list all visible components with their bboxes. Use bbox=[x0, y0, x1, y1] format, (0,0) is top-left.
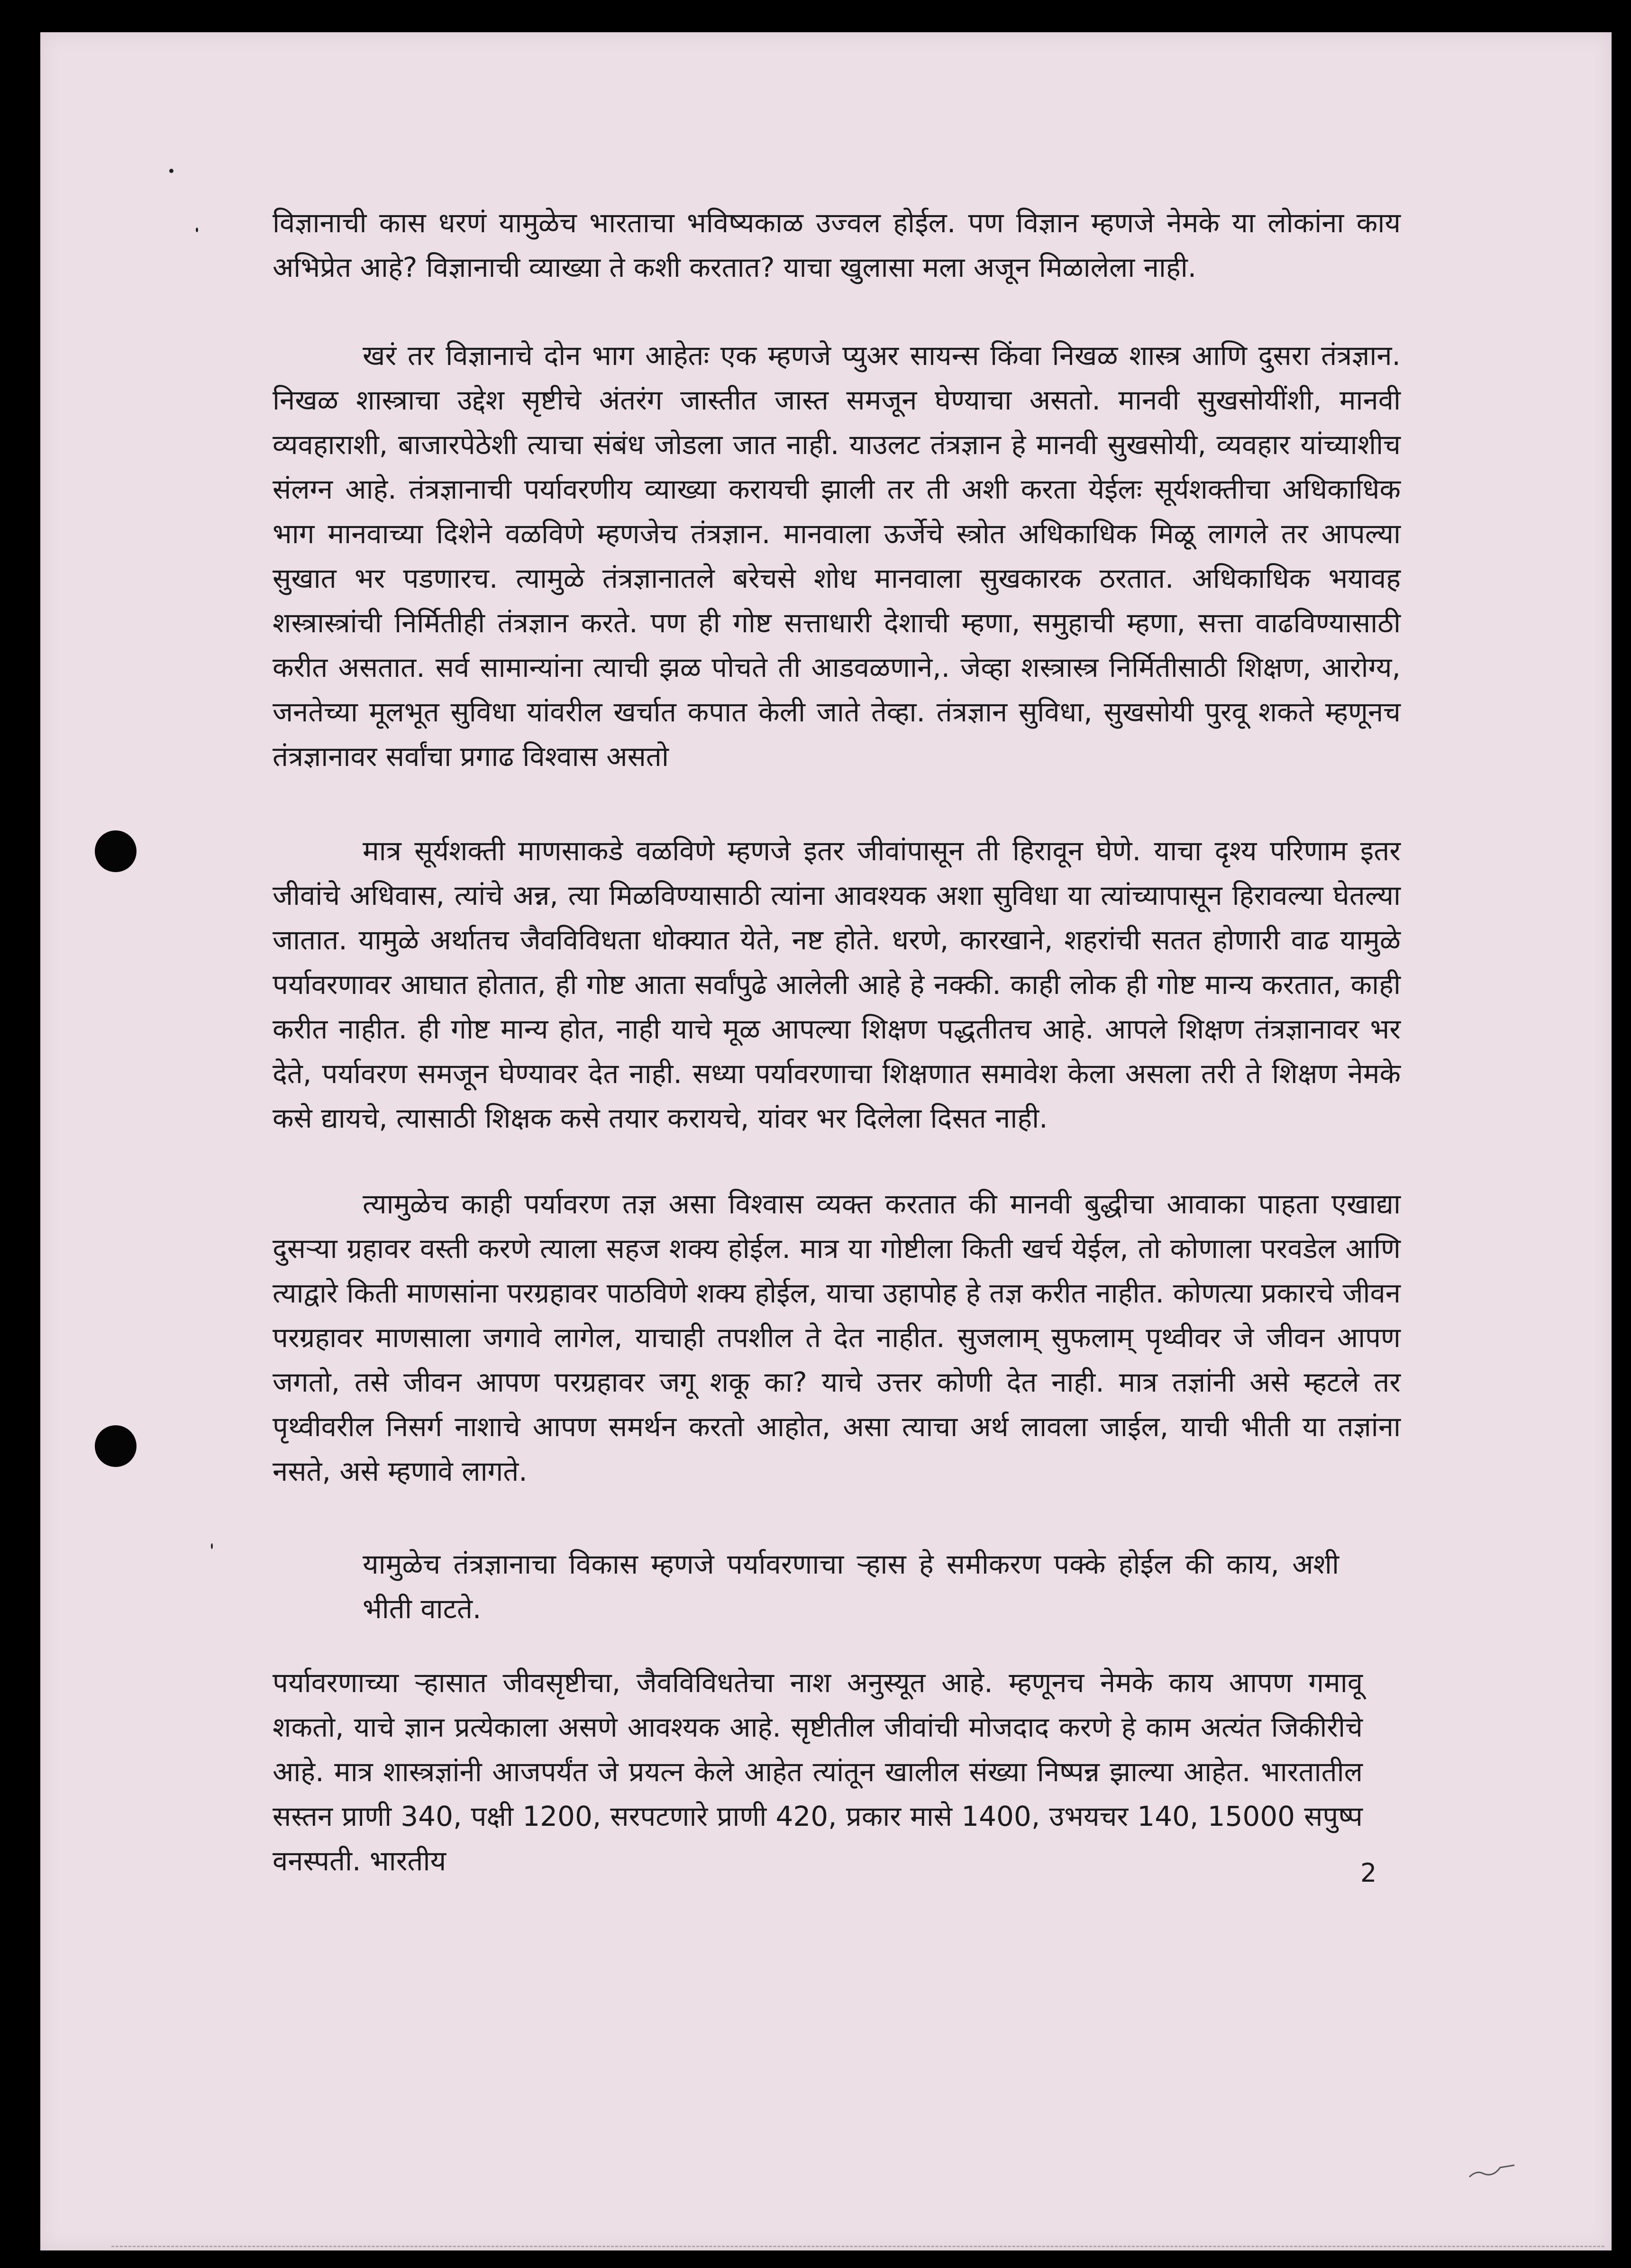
paragraph-equation-fear: यामुळेच तंत्रज्ञानाचा विकास म्हणजे पर्यावरणाचा ऱ्हास हे समीकरण पक्के होईल की काय, अशी भीती वाटते. bbox=[363, 1548, 1339, 1625]
pen-mark-icon bbox=[1467, 2156, 1519, 2184]
ink-speck bbox=[196, 228, 198, 232]
page-edge-line bbox=[111, 2246, 1604, 2247]
punch-hole bbox=[95, 1425, 137, 1467]
paragraph-other-planets: त्यामुळेच काही पर्यावरण तज्ञ असा विश्वास व्यक्त करतात की मानवी बुद्धीचा आवाका पाहता एखाद्या दुसऱ्या ग्रहावर वस्ती करणे त्याला सहज शक्य होईल. मात्र या गोष्टीला किती खर्च येईल, तो कोणाला परवडेल आणि त्याद्वारे किती माणसांना परग्रहावर पाठविणे शक्य होईल, याचा उहापोह हे तज्ञ करीत नाहीत. कोणत्या प्रकारचे जीवन परग्रहावर माणसाला जगावे लागेल, याचाही तपशील ते देत नाहीत. सुजलाम् सुफलाम् पृथ्वीवर जे जीवन आपण जगतो, तसे जीवन आपण परग्रहावर जगू शकू का? याचे उत्तर कोणी देत नाही. मात्र तज्ञांनी असे म्हटले तर पृथ्वीवरील निसर्ग नाशाचे आपण समर्थन करतो आहोत, असा त्याचा अर्थ लावला जाईल, याची भीती या तज्ञांना नसते, असे म्हणावे लागते. bbox=[273, 1188, 1401, 1487]
page-number: 2 bbox=[1360, 1858, 1377, 1888]
paragraph-science-technology: खरं तर विज्ञानाचे दोन भाग आहेतः एक म्हणजे प्युअर सायन्स किंवा निखळ शास्त्र आणि दुसरा तंत्रज्ञान. निखळ शास्त्राचा उद्देश सृष्टीचे अंतरंग जास्तीत जास्त समजून घेण्याचा असतो. मानवी सुखसोयींशी, मानवी व्यवहाराशी, बाजारपेठेशी त्याचा संबंध जोडला जात नाही. याउलट तंत्रज्ञान हे मानवी सुखसोयी, व्यवहार यांच्याशीच संलग्न आहे. तंत्रज्ञानाची पर्यावरणीय व्याख्या करायची झाली तर ती अशी करता येईलः सूर्यशक्तीचा अधिकाधिक भाग मानवाच्या दिशेने वळविणे म्हणजेच तंत्रज्ञान. मानवाला ऊर्जेचे स्त्रोत अधिकाधिक मिळू लागले तर आपल्या सुखात भर पडणारच. त्यामुळे तंत्रज्ञानातले बरेचसे शोध मानवाला सुखकारक ठरतात. अधिकाधिक भयावह शस्त्रास्त्रांची निर्मितीही तंत्रज्ञान करते. पण ही गोष्ट सत्ताधारी देशाची म्हणा, समुहाची म्हणा, सत्ता वाढविण्यासाठी करीत असतात. सर्व सामान्यांना त्याची झळ पोचते ती आडवळणाने,. जेव्हा शस्त्रास्त्र निर्मितीसाठी शिक्षण, आरोग्य, जनतेच्या मूलभूत सुविधा यांवरील खर्चात कपात केली जाते तेव्हा. तंत्रज्ञान सुविधा, सुखसोयी पुरवू शकते म्हणूनच तंत्रज्ञानावर सर्वांचा प्रगाढ विश्वास असतो bbox=[273, 339, 1401, 773]
punch-hole bbox=[95, 830, 137, 872]
paragraph-biodiversity-threat: मात्र सूर्यशक्ती माणसाकडे वळविणे म्हणजे इतर जीवांपासून ती हिरावून घेणे. याचा दृश्य परिणाम इतर जीवांचे अधिवास, त्यांचे अन्न, त्या मिळविण्यासाठी त्यांना आवश्यक अशा सुविधा या त्यांच्यापासून हिरावल्या घेतल्या जातात. यामुळे अर्थातच जैवविविधता धोक्यात येते, नष्ट होते. धरणे, कारखाने, शहरांची सतत होणारी वाढ यामुळे पर्यावरणावर आघात होतात, ही गोष्ट आता सर्वांपुढे आलेली आहे हे नक्की. काही लोक ही गोष्ट मान्य करतात, काही करीत नाहीत. ही गोष्ट मान्य होत, नाही याचे मूळ आपल्या शिक्षण पद्धतीतच आहे. आपले शिक्षण तंत्रज्ञानावर भर देते, पर्यावरण समजून घेण्यावर देत नाही. सध्या पर्यावरणाचा शिक्षणात समावेश केला असला तरी ते शिक्षण नेमके कसे द्यायचे, त्यासाठी शिक्षक कसे तयार करायचे, यांवर भर दिलेला दिसत नाही. bbox=[273, 835, 1401, 1134]
ink-speck bbox=[211, 1543, 213, 1549]
paragraph-species-count: पर्यावरणाच्या ऱ्हासात जीवसृष्टीचा, जैवविविधतेचा नाश अनुस्यूत आहे. म्हणूनच नेमके काय आपण गमावू शकतो, याचे ज्ञान प्रत्येकाला असणे आवश्यक आहे. सृष्टीतील जीवांची मोजदाद करणे हे काम अत्यंत जिकीरीचे आहे. मात्र शास्त्रज्ञांनी आजपर्यंत जे प्रयत्न केले आहेत त्यांतून खालील संख्या निष्पन्न झाल्या आहेत. भारतातील सस्तन प्राणी 340, पक्षी 1200, सरपटणारे प्राणी 420, प्रकार मासे 1400, उभयचर 140, 15000 सपुष्प वनस्पती. भारतीय bbox=[273, 1667, 1363, 1877]
paragraph-science-future: विज्ञानाची कास धरणं यामुळेच भारताचा भविष्यकाळ उज्वल होईल. पण विज्ञान म्हणजे नेमके या लोकांना काय अभिप्रेत आहे? विज्ञानाची व्याख्या ते कशी करतात? याचा खुलासा मला अजून मिळालेला नाही. bbox=[273, 207, 1401, 283]
ink-speck bbox=[169, 169, 173, 173]
